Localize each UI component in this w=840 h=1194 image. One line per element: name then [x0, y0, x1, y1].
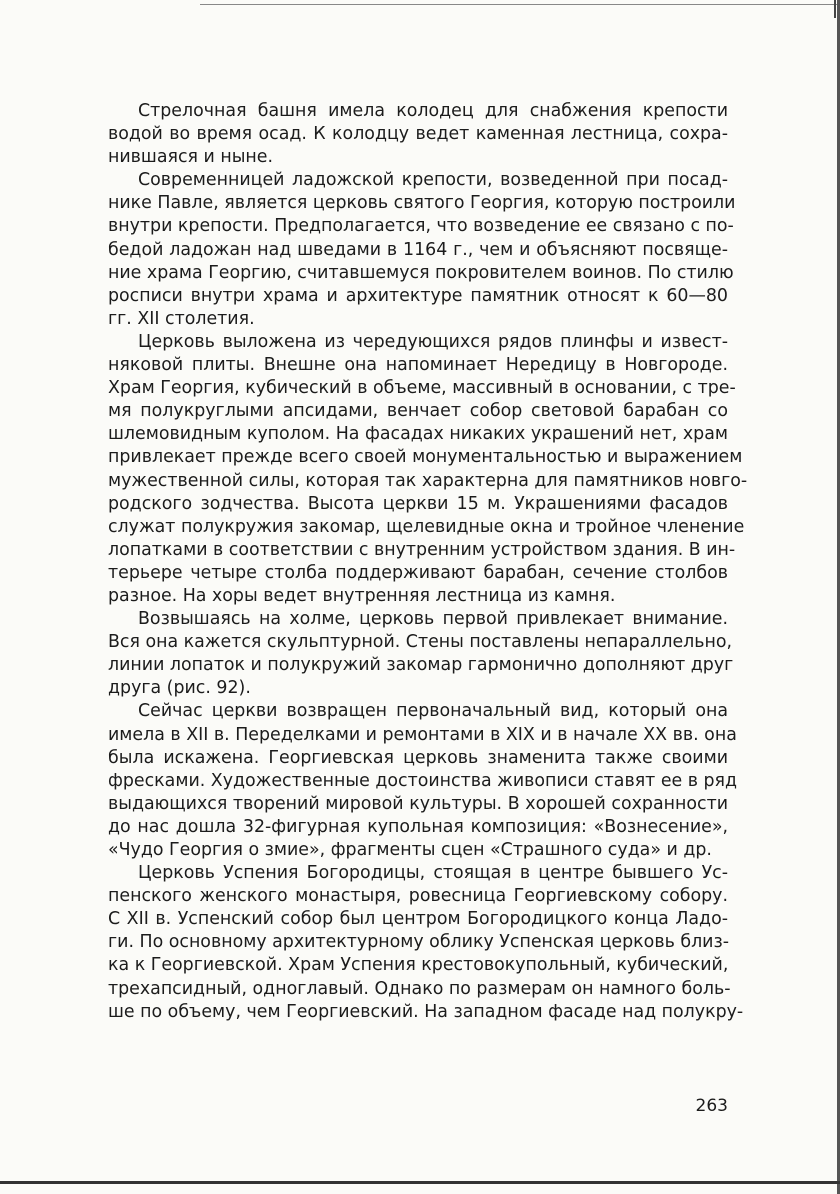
- text-line: «Чудо Георгия о змие», фрагменты сцен «Страшного суда» и др.: [108, 840, 712, 860]
- text-line: С XII в. Успенский собор был центром Богородицкого конца Ладо-: [108, 909, 728, 930]
- page-number: 263: [695, 1096, 728, 1116]
- text-line: имела в XII в. Переделками и ремонтами в XIX и в начале XX вв. она: [108, 724, 737, 745]
- text-line: линии лопаток и полукружий закомар гармонично дополняют друг: [108, 655, 734, 676]
- text-line: Современницей ладожской крепости, возведенной при посад-: [138, 170, 728, 191]
- text-line: выдающихся творений мировой культуры. В хорошей сохранности: [108, 793, 728, 814]
- paragraph: [108, 608, 734, 700]
- text-line: Церковь Успения Богородицы, стоящая в центре бывшего Ус-: [138, 863, 728, 884]
- text-line: до нас дошла 32-фигурная купольная композиция: «Вознесение»,: [108, 816, 728, 837]
- text-line: Храм Георгия, кубический в объеме, массивный в основании, с тре-: [108, 378, 736, 399]
- text-line: гг. XII столетия.: [108, 308, 255, 329]
- text-line: служат полукружия закомар, щелевидные окна и тройное членение: [108, 516, 745, 537]
- scan-bottom-edge: [0, 1181, 840, 1184]
- text-line: пенского женского монастыря, ровесница Георгиевскому собору.: [108, 886, 728, 907]
- text-line: Сейчас церкви возвращен первоначальный вид, который она: [138, 701, 728, 722]
- text-line: нившаяся и ныне.: [108, 147, 274, 168]
- text-line: терьере четыре столба поддерживают барабан, сечение столбов: [108, 562, 728, 583]
- paragraph: [108, 331, 748, 608]
- text-line: друга (рис. 92).: [108, 678, 251, 699]
- text-line: Вся она кажется скульптурной. Стены поставлены непараллельно,: [108, 632, 733, 653]
- text-line: была искажена. Георгиевская церковь знаменита также своими: [108, 747, 728, 768]
- text-line: росписи внутри храма и архитектуре памятник относят к 60—80: [108, 285, 728, 306]
- text-line: ние храма Георгию, считавшемуся покровителем воинов. По стилю: [108, 262, 734, 283]
- text-line: Возвышаясь на холме, церковь первой привлекает внимание.: [138, 609, 728, 630]
- text-line: мужественной силы, которая так характерна для памятников новго-: [108, 470, 748, 491]
- text-line: ше по объему, чем Георгиевский. На западном фасаде над полукру-: [108, 1001, 744, 1022]
- text-line: привлекает прежде всего своей монументальностью и выражением: [108, 447, 743, 468]
- text-line: ги. По основному архитектурному облику Успенская церковь близ-: [108, 932, 730, 953]
- text-line: трехапсидный, одноглавый. Однако по размерам он намного боль-: [108, 978, 731, 999]
- text-line: мя полукруглыми апсидами, венчает собор световой барабан со: [108, 401, 728, 422]
- text-line: Стрелочная башня имела колодец для снабжения крепости: [138, 101, 728, 121]
- text-line: родского зодчества. Высота церкви 15 м. Украшениями фасадов: [108, 493, 728, 514]
- text-line: внутри крепости. Предполагается, что возведение ее связано с по-: [108, 216, 734, 237]
- text-line: шлемовидным куполом. На фасадах никаких украшений нет, храм: [108, 424, 728, 445]
- text-line: бедой ладожан над шведами в 1164 г., чем и объясняют посвяще-: [108, 239, 728, 260]
- page-body-text: [108, 100, 748, 1024]
- paragraph: [108, 169, 736, 331]
- scan-top-rule: [200, 4, 840, 5]
- text-line: фресками. Художественные достоинства живописи ставят ее в ряд: [108, 770, 738, 791]
- scan-corner-mark: [824, 0, 836, 18]
- text-line: Церковь выложена из чередующихся рядов плинфы и извест-: [138, 331, 728, 352]
- text-line: лопатками в соответствии с внутренним устройством здания. В ин-: [108, 539, 736, 560]
- text-line: разное. На хоры ведет внутренняя лестница из камня.: [108, 585, 616, 606]
- paragraph: [108, 862, 744, 1024]
- paragraph: [108, 100, 728, 169]
- text-line: нике Павле, является церковь святого Георгия, которую построили: [108, 193, 736, 214]
- text-line: ка к Георгиевской. Храм Успения крестовокупольный, кубический,: [108, 955, 729, 976]
- text-line: водой во время осад. К колодцу ведет каменная лестница, сохра-: [108, 124, 728, 145]
- paragraph: [108, 700, 738, 862]
- text-line: няковой плиты. Внешне она напоминает Нередицу в Новгороде.: [108, 355, 728, 376]
